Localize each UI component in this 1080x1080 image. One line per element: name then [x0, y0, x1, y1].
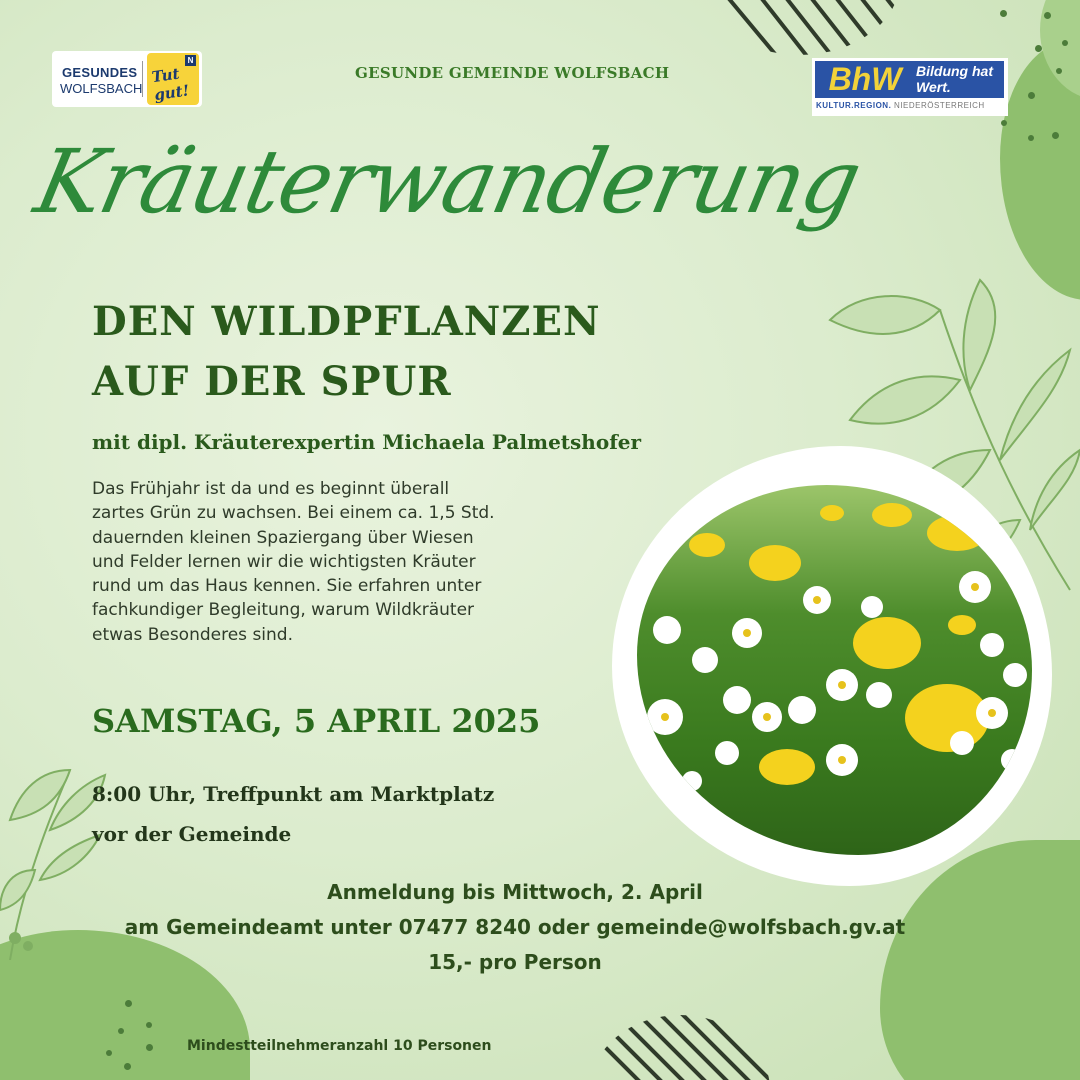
logo-line-2: WOLFSBACH: [60, 81, 143, 96]
meeting-time-place: 8:00 Uhr, Treffpunkt am Marktplatz: [92, 782, 495, 806]
registration-deadline: Anmeldung bis Mittwoch, 2. April: [327, 880, 703, 904]
noe-corner-mark: N: [185, 55, 196, 66]
striped-circle-bottom-icon: [590, 1010, 770, 1080]
bhw-tagline: Bildung hat Wert.: [908, 61, 1004, 98]
event-date: SAMSTAG, 5 APRIL 2025: [92, 702, 541, 740]
logo-line-1: GESUNDES: [62, 65, 138, 80]
logo-divider: [142, 61, 143, 97]
bhw-subline: [816, 101, 985, 110]
striped-circle-top-icon: [700, 0, 900, 60]
bhw-sub-bold: KULTUR.REGION.: [816, 101, 892, 110]
meeting-place-detail: vor der Gemeinde: [92, 822, 292, 846]
description-line: rund um das Haus kennen. Sie erfahren unter: [92, 576, 482, 597]
bhw-logo: [812, 58, 1008, 116]
expert-subtitle: mit dipl. Kräuterexpertin Michaela Palmetshofer: [92, 430, 642, 454]
script-title: Kräuterwanderung: [27, 130, 869, 233]
headline-line-1: DEN WILDPFLANZEN: [92, 298, 601, 345]
description-line: zartes Grün zu wachsen. Bei einem ca. 1,5 Std.: [92, 503, 495, 524]
description-line: und Felder lernen wir die wichtigsten Kräuter: [92, 551, 476, 572]
header-org-title: GESUNDE GEMEINDE WOLFSBACH: [355, 64, 670, 82]
description-line: etwas Besonderes sind.: [92, 624, 293, 645]
description-line: Das Frühjahr ist da und es beginnt überall: [92, 479, 450, 499]
headline-line-2: AUF DER SPUR: [92, 358, 452, 405]
registration-contact: am Gemeindeamt unter 07477 8240 oder gemeinde@wolfsbach.gv.at: [124, 915, 906, 939]
tut-gut-text: Tut gut!: [150, 64, 191, 105]
bhw-mark: BhW: [815, 61, 915, 98]
tut-gut-badge: [147, 53, 199, 105]
description-line: dauernden kleinen Spaziergang über Wiesen: [92, 527, 474, 548]
description-paragraph: [92, 477, 612, 647]
price-per-person: 15,- pro Person: [428, 950, 602, 974]
bhw-sub-light: NIEDERÖSTERREICH: [894, 101, 985, 110]
gesundes-wolfsbach-logo: [52, 51, 202, 107]
description-line: fachkundiger Begleitung, warum Wildkräuter: [92, 600, 475, 621]
minimum-participants: Mindestteilnehmeranzahl 10 Personen: [187, 1038, 492, 1054]
